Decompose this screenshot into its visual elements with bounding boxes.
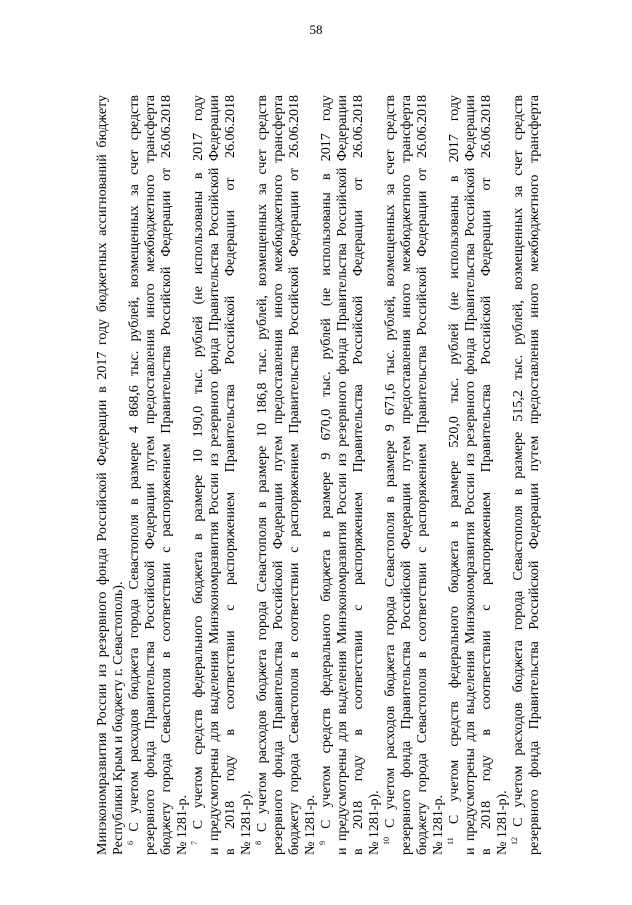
footnote-text: бюджету города Севастополя в соответствии с распоряжением Правительства Российской Федерации от 26.06.2018 [159,95,174,855]
footnote-marker: 10 [382,837,391,845]
footnote-marker: 12 [510,837,519,845]
footnote-text: резервного фонда Правительства Российской Федерации путем предоставления иного межбюджетного трансферта [271,95,286,855]
footnote-text: и предусмотрены для выделения Минэкономразвития России из резервного фонда Правительства Российской Федерации [335,95,350,855]
footnote-line [399,95,415,855]
footnote-text: С учетом расходов бюджета города Севастополя в размере 10 186,8 тыс. рублей, возмещенных за счет средств [255,94,270,833]
footnote-line [207,95,223,855]
footnote-text: резервного фонда Правительства Российской Федерации путем предоставления иного межбюджетного трансферта [399,95,414,855]
footnote-marker: 9 [318,841,327,845]
footnote-start-line [383,95,399,855]
footnote-start-line [319,95,335,855]
footnote-text: С учетом средств федерального бюджета в размере 10 190,0 тыс. рублей (не использованы в 2017 году [191,94,206,830]
footnote-line [415,95,431,855]
footnote-text: № 1281-р. [303,794,318,855]
footnote-text: С учетом средств федерального бюджета в размере 9 670,0 тыс. рублей (не использованы в 2017 году [319,94,334,829]
footnote-line [239,95,255,855]
footnote-start-line [511,95,527,855]
footnote-text: С учетом расходов бюджета города Севастополя в размере 4 868,6 тыс. рублей, возмещенных за счет средств [127,94,142,832]
footnote-text: бюджету города Севастополя в соответствии с распоряжением Правительства Российской Федерации от 26.06.2018 [415,95,430,855]
footnotes-block [95,95,575,855]
footnote-line [335,95,351,855]
footnote-text: № 1281-р. [431,794,446,855]
footnote-start-line [127,95,143,855]
footnote-line [175,95,191,855]
footnote-text: С учетом расходов бюджета города Севастополя в размере 515,2 тыс. рублей, возмещенных за счет средств [511,95,526,827]
footnote-text: резервного фонда Правительства Российской Федерации путем предоставления иного межбюджетного трансферта [143,95,158,855]
footnote-text: С учетом расходов бюджета города Севастополя в размере 9 671,6 тыс. рублей, возмещенных за счет средств [383,94,398,828]
footnote-text: № 1281-р). [495,790,510,855]
footnote-text: Минэкономразвития России из резервного фонда Российской Федерации в 2017 году бюджетных ассигнований бюджету [95,95,110,855]
footnote-text: бюджету города Севастополя в соответствии с распоряжением Правительства Российской Федерации от 26.06.2018 [287,95,302,855]
footnote-line [143,95,159,855]
footnote-line [463,95,479,855]
footnote-text: в 2018 году в соответствии с распоряжением Правительства Российской Федерации от 26.06.2018 [351,95,366,855]
footnote-line [159,95,175,855]
footnote-text: № 1281-р). [367,790,382,855]
footnote-text: № 1281-р). [239,790,254,855]
footnote-line [351,95,367,855]
footnote-start-line [255,95,271,855]
footnote-marker: 6 [126,841,135,845]
footnote-start-line [447,95,463,855]
footnote-line [527,95,543,855]
footnote-start-line [191,95,207,855]
footnote-text: № 1281-р. [175,794,190,855]
footnote-line [95,95,111,855]
footnote-line [111,95,127,855]
footnote-text: в 2018 году в соответствии с распоряжением Правительства Российской Федерации от 26.06.2018 [223,95,238,855]
footnote-text: и предусмотрены для выделения Минэкономразвития России из резервного фонда Правительства Российской Федерации [207,95,222,855]
footnote-text: Республики Крым и бюджету г. Севастополь). [111,581,126,855]
footnote-text: в 2018 году в соответствии с распоряжением Правительства Российской Федерации от 26.06.2018 [479,95,494,855]
footnote-text: и предусмотрены для выделения Минэкономразвития России из резервного фонда Правительства Российской Федерации [463,95,478,855]
footnote-line [271,95,287,855]
footnote-line [223,95,239,855]
footnote-line [287,95,303,855]
footnote-line [367,95,383,855]
footnote-line [479,95,495,855]
page-number: 58 [309,22,323,37]
footnote-marker: 8 [254,841,263,845]
footnote-marker: 11 [446,837,455,845]
footnote-line [303,95,319,855]
footnote-line [495,95,511,855]
footnote-text: резервного фонда Правительства Российской Федерации путем предоставления иного межбюджетного трансферта [527,95,542,855]
footnote-text: С учетом средств федерального бюджета в размере 520,0 тыс. рублей (не использованы в 2017 году [447,94,462,825]
footnote-marker: 7 [190,841,199,845]
footnote-line [431,95,447,855]
